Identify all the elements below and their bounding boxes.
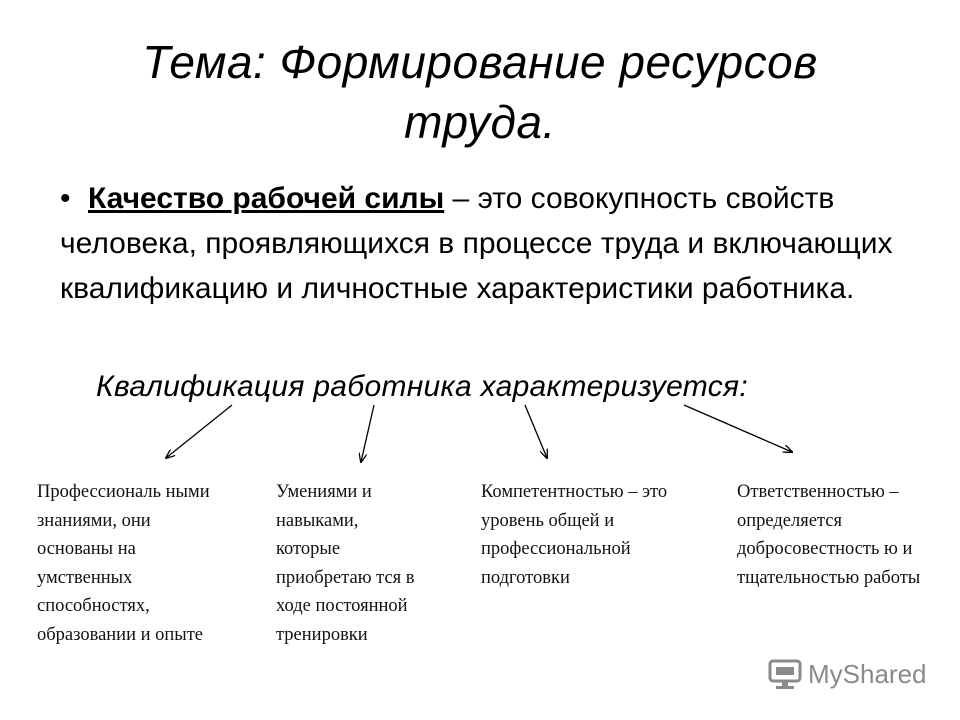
arrow-to-responsibility: [684, 405, 792, 452]
bullet-marker: •: [60, 182, 71, 215]
qualification-subheading: Квалификация работника характеризуется:: [96, 370, 748, 403]
arrow-to-competence: [525, 405, 547, 458]
myshared-logo-icon: [768, 658, 802, 690]
arrow-to-skills: [361, 405, 374, 462]
definition-text: – это совокупность свойств человека, проявляющихся в процессе труда и включающих квалификацию и личностные характеристики работника.: [60, 182, 893, 305]
watermark: [768, 656, 927, 692]
item-competence: Компетентностью – это уровень общей и профессиональной подготовки: [481, 482, 668, 588]
item-skills: Умениями и навыками, которые приобретаю тся в ходе постоянной тренировки: [276, 482, 415, 645]
slide-title: Тема: Формирование ресурсов труда.: [142, 36, 818, 148]
watermark-text: MyShared: [808, 658, 927, 689]
definition-term: Качество рабочей силы: [88, 182, 445, 215]
arrow-to-knowledge: [166, 405, 232, 458]
item-professional-knowledge: Профессиональ ными знаниями, они основаны на умственных способностях, образовании и опыте: [37, 482, 210, 645]
item-responsibility: Ответственностью – определяется добросовестность ю и тщательностью работы: [737, 482, 921, 588]
